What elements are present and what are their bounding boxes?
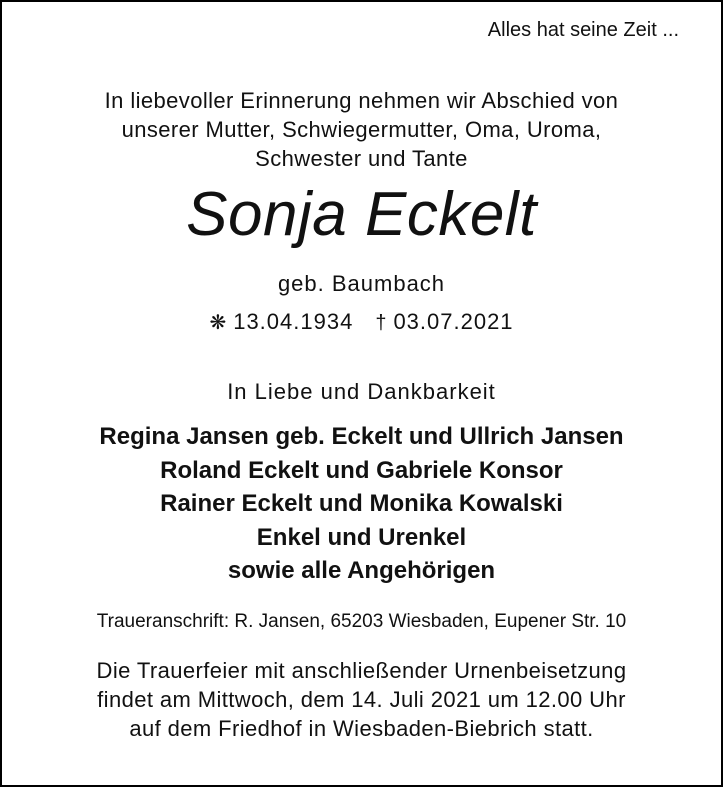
funeral-line: auf dem Friedhof in Wiesbaden-Biebrich statt. — [129, 716, 594, 741]
deceased-name: Sonja Eckelt — [186, 180, 537, 249]
intro-line: In liebevoller Erinnerung nehmen wir Abschied von — [104, 88, 619, 113]
death-date: 03.07.2021 — [393, 309, 514, 334]
death-cross-icon: † — [375, 312, 388, 334]
birth-star-icon: ❋ — [209, 312, 228, 334]
intro-line: unserer Mutter, Schwiegermutter, Oma, Uroma, — [121, 117, 602, 142]
mourner-line: Enkel und Urenkel — [256, 523, 467, 551]
intro-line: Schwester und Tante — [255, 146, 468, 171]
mourner-line: sowie alle Angehörigen — [227, 557, 496, 584]
life-dates — [2, 308, 721, 337]
birth-date: 13.04.1934 — [233, 309, 354, 334]
funeral-details — [2, 656, 721, 743]
mourning-address: Traueranschrift: R. Jansen, 65203 Wiesbaden, Eupener Str. 10 — [96, 611, 627, 632]
thanks-line: In Liebe und Dankbarkeit — [227, 379, 496, 404]
mourner-line: Roland Eckelt und Gabriele Konsor — [160, 456, 563, 484]
intro-text — [2, 86, 721, 173]
motto: Alles hat seine Zeit ... — [487, 19, 679, 41]
funeral-line: Die Trauerfeier mit anschließender Urnenbeisetzung — [96, 658, 627, 683]
mourners-list — [2, 420, 721, 588]
funeral-line: findet am Mittwoch, dem 14. Juli 2021 um 12.00 Uhr — [97, 687, 626, 712]
mourner-line: Regina Jansen geb. Eckelt und Ullrich Jansen — [99, 423, 624, 450]
maiden-name: geb. Baumbach — [277, 271, 446, 296]
mourner-line: Rainer Eckelt und Monika Kowalski — [160, 490, 563, 517]
